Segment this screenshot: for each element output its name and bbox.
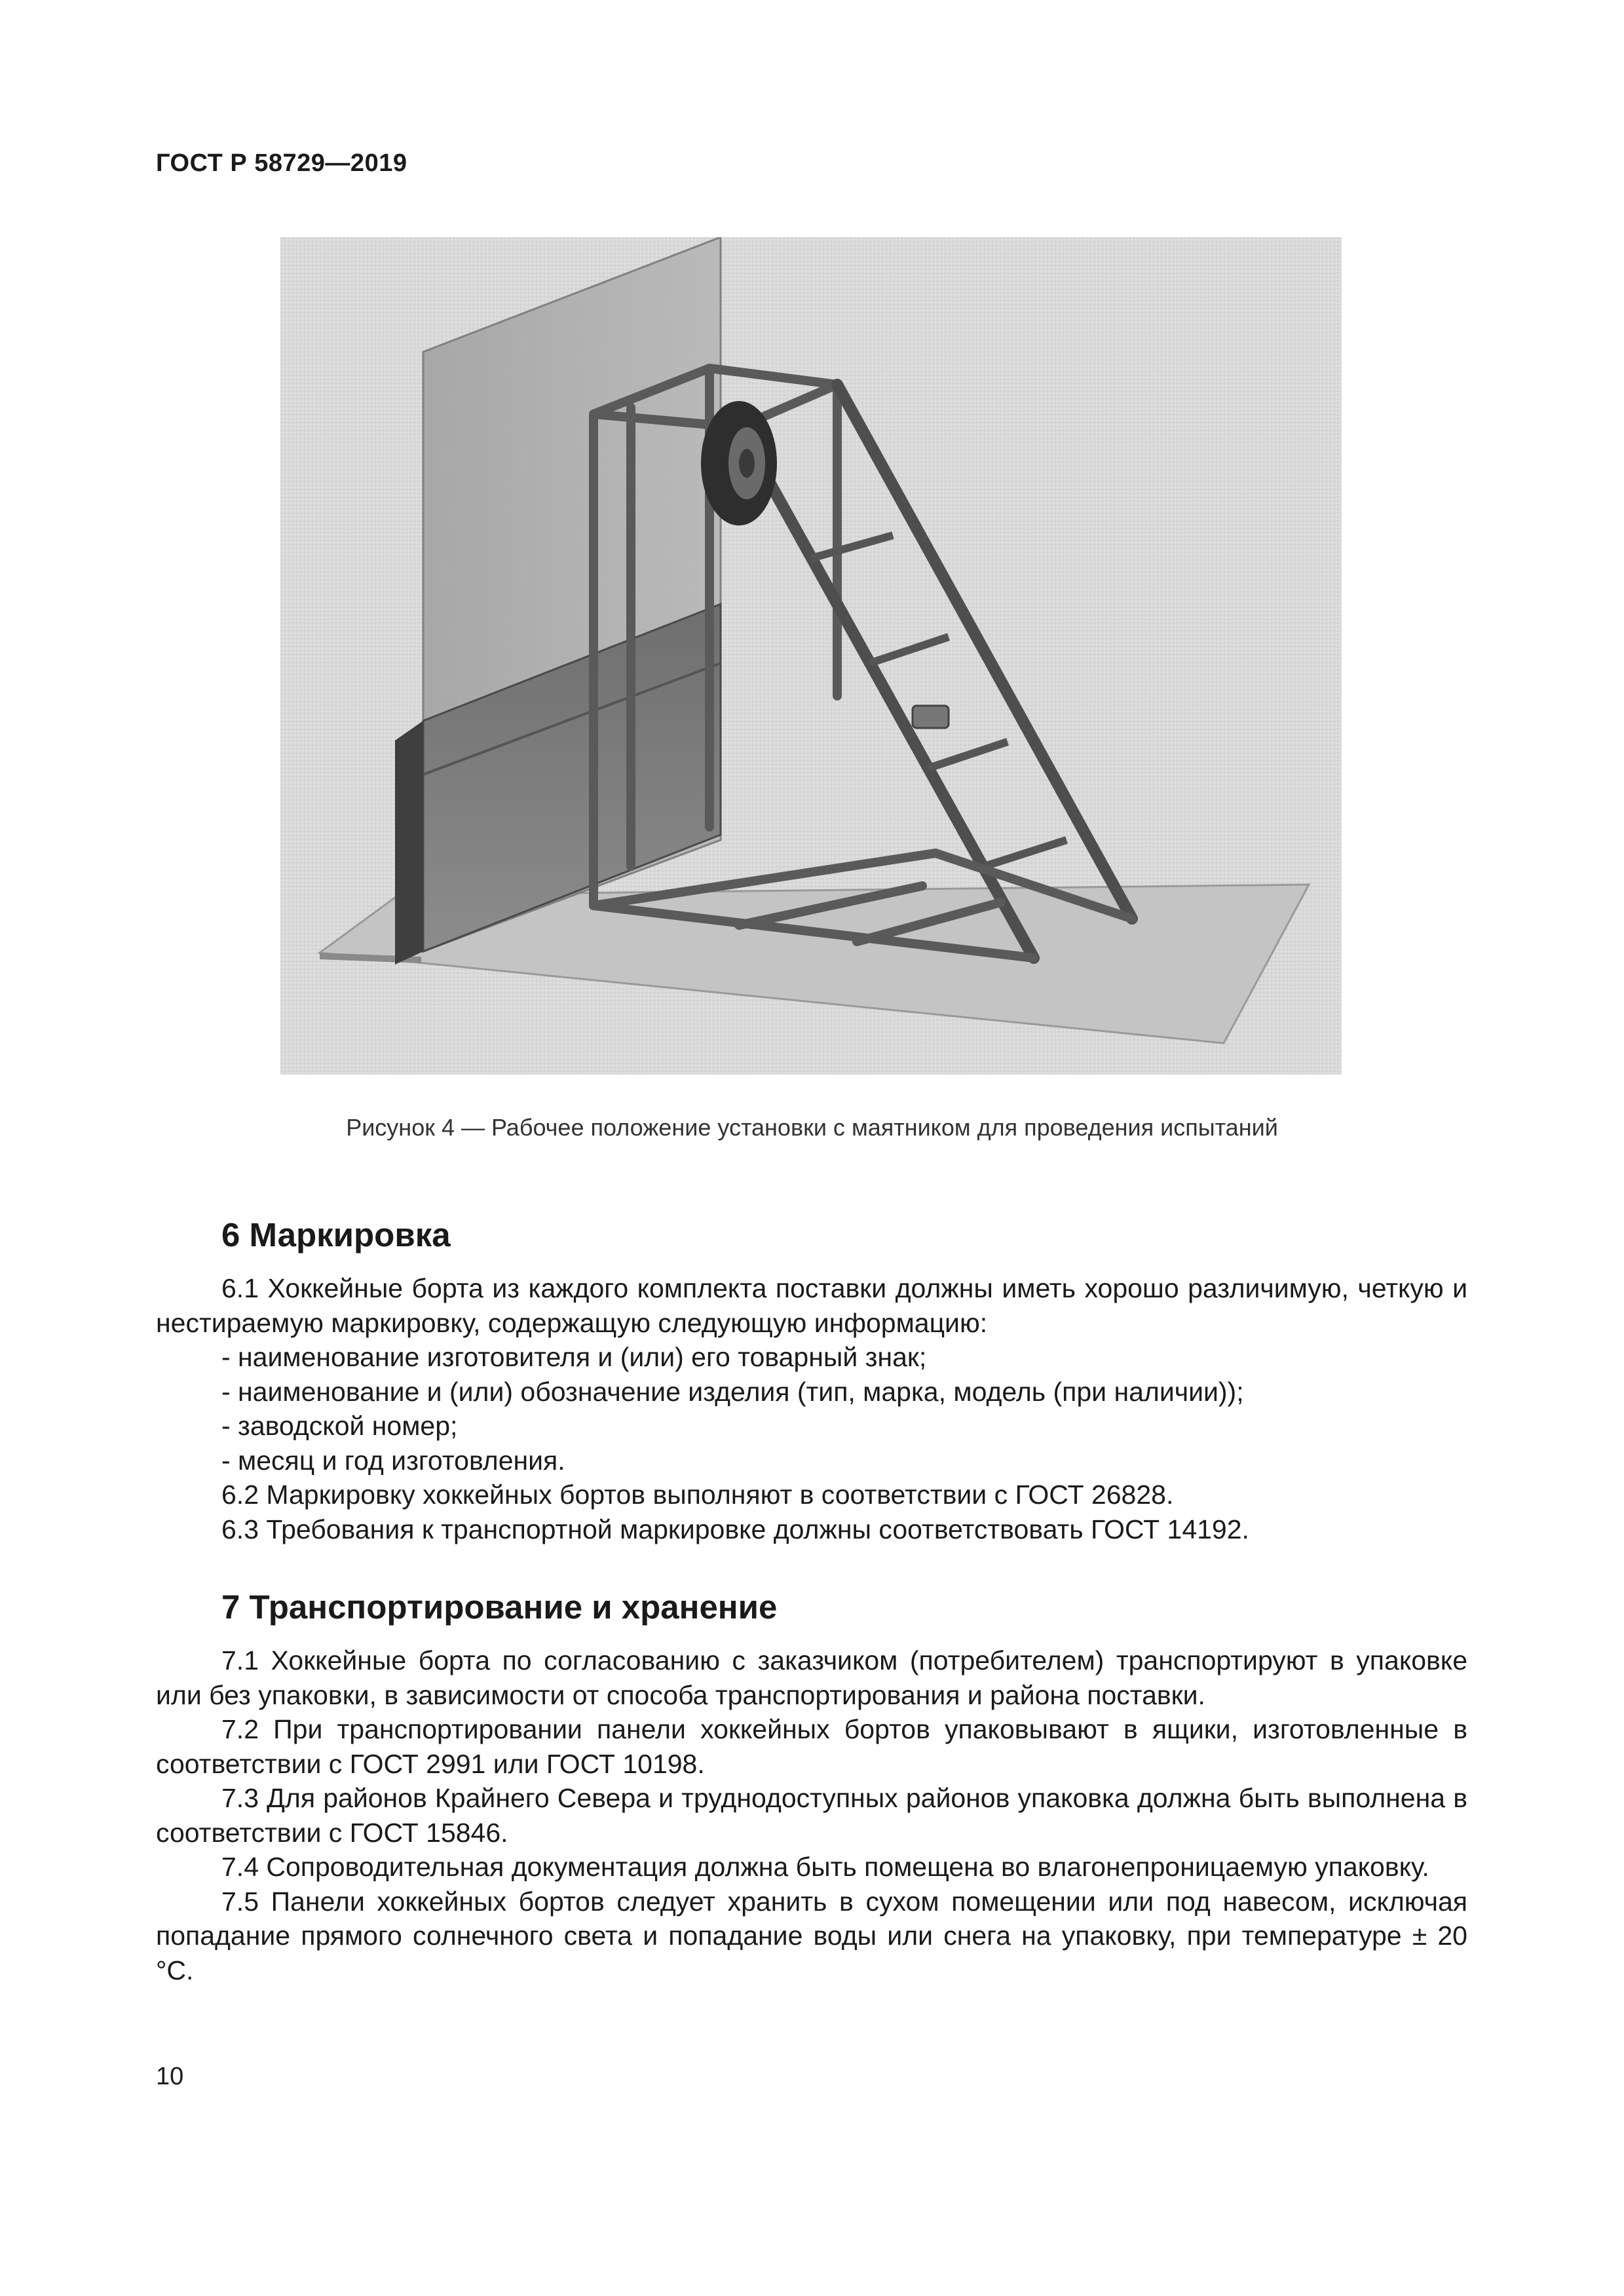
section-title-marking: 6 Маркировка xyxy=(221,1216,451,1253)
section-marking xyxy=(156,1214,1467,1546)
paragraph-7-2: 7.2 При транспортировании панели хоккейных бортов упаковывают в ящики, изготовленные в соответствии с ГОСТ 2991 или ГОСТ 10198. xyxy=(156,1714,1467,1779)
paragraph-6-2: 6.2 Маркировку хоккейных бортов выполняют в соответствии с ГОСТ 26828. xyxy=(221,1480,1174,1510)
list-item: - месяц и год изготовления. xyxy=(221,1445,565,1476)
paragraph-7-3: 7.3 Для районов Крайнего Севера и труднодоступных районов упаковка должна быть выполнена в соответствии с ГОСТ 15846. xyxy=(156,1783,1467,1848)
figure-caption: Рисунок 4 — Рабочее положение установки с маятником для проведения испытаний xyxy=(346,1114,1278,1141)
document-header: ГОСТ Р 58729—2019 xyxy=(156,149,407,177)
paragraph-7-1: 7.1 Хоккейные борта по согласованию с заказчиком (потребителем) транспортируют в упаковке или без упаковки, в зависимости от способа транспортирования и района поставки. xyxy=(156,1645,1467,1710)
figure-pendulum-test-rig xyxy=(280,237,1342,1075)
section-title-transport-storage: 7 Транспортирование и хранение xyxy=(221,1588,778,1626)
paragraph-7-4: 7.4 Сопроводительная документация должна быть помещена во влагонепроницаемую упаковку. xyxy=(221,1852,1429,1882)
pendulum-rig-illustration xyxy=(280,237,1342,1075)
paragraph-6-1: 6.1 Хоккейные борта из каждого комплекта поставки должны иметь хорошо различимую, четкую и нестираемую маркировку, содержащую следующую информацию: xyxy=(156,1273,1467,1338)
list-item: - наименование и (или) обозначение изделия (тип, марка, модель (при наличии)); xyxy=(221,1376,1244,1407)
page-number: 10 xyxy=(156,2063,184,2090)
section-transport-storage xyxy=(156,1586,1467,1987)
paragraph-7-5: 7.5 Панели хоккейных бортов следует хранить в сухом помещении или под навесом, исключая попадание прямого солнечного света и попадание воды или снега на упаковку, при температуре ± 20 °С. xyxy=(156,1886,1467,1985)
list-item: - наименование изготовителя и (или) его товарный знак; xyxy=(221,1342,927,1372)
paragraph-6-3: 6.3 Требования к транспортной маркировке должны соответствовать ГОСТ 14192. xyxy=(221,1514,1249,1544)
list-item: - заводской номер; xyxy=(221,1411,458,1441)
